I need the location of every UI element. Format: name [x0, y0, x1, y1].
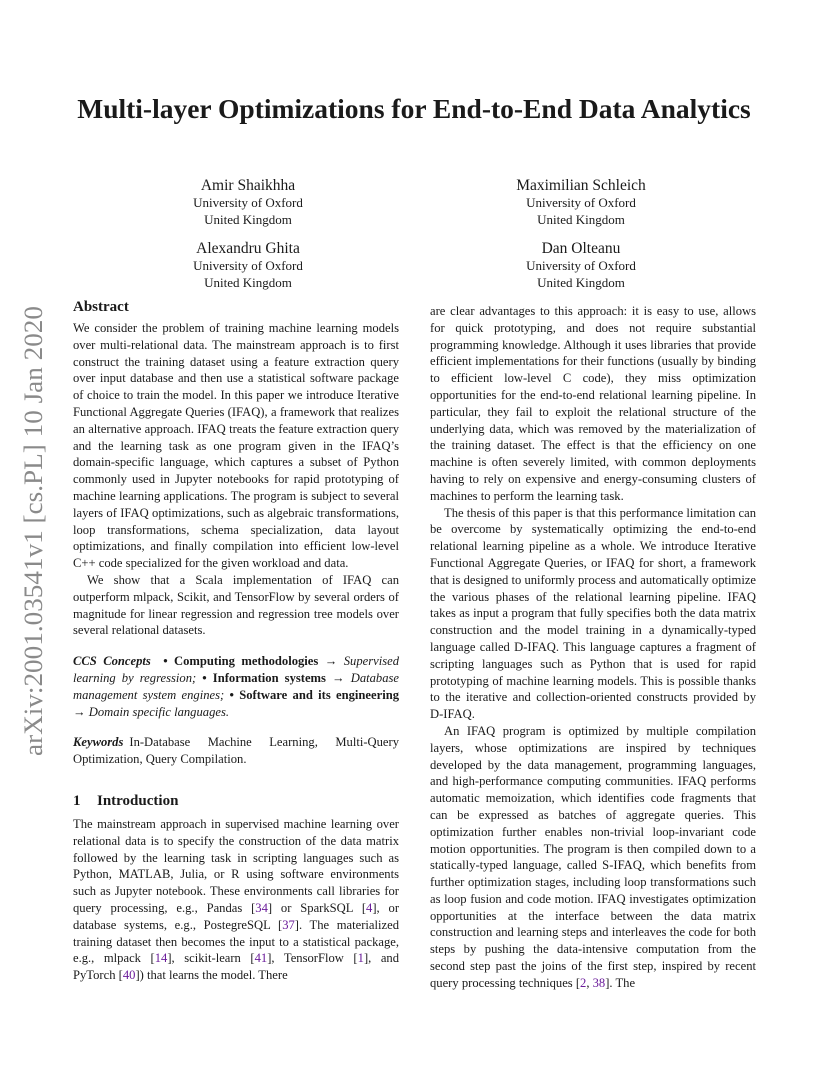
text-run: ], scikit-learn [: [167, 951, 255, 966]
section-number: 1: [73, 792, 81, 809]
citation-link[interactable]: 1: [357, 951, 364, 966]
author-affiliation: University of Oxford: [526, 195, 636, 210]
arxiv-stamp: [2, 304, 54, 758]
abstract-paragraph-1: We consider the problem of training machine learning models over multi-relational data. The mainstream approach is to first construct the training dataset using a feature extraction query over input database and then use a statistical software package of choice to train the model. In this paper we introduce Iterative Functional Aggregate Queries (IFAQ), a framework that realizes an alternative approach. IFAQ treats the feature extraction query and the learning task as one program given in the IFAQ’s domain-specific language, which captures a subset of Python commonly used in Jupyter notebooks for rapid prototyping of machine learning applications. The program is subject to several layers of IFAQ optimizations, such as algebraic transformations, loop transformations, schema specialization, data layout optimizations, and finally compilation into efficient low-level C++ code specialized for the given workload and data.: [73, 321, 399, 571]
text-run: ]) that learns the model. There: [135, 968, 288, 983]
body-paragraph-3: [430, 723, 756, 992]
citation-link[interactable]: 40: [122, 968, 136, 983]
text-run: ]. The: [605, 975, 636, 990]
author-block-2: [451, 176, 711, 228]
author-country: United Kingdom: [204, 274, 292, 290]
author-country: United Kingdom: [537, 211, 625, 227]
citation-link[interactable]: 34: [255, 900, 268, 915]
ccs-term: → Database management system engines;: [73, 670, 400, 702]
keywords: [73, 734, 399, 768]
citation-link[interactable]: 38: [592, 975, 606, 990]
ccs-term: • Information systems: [202, 670, 326, 685]
citation-link[interactable]: 37: [282, 917, 295, 932]
arxiv-stamp-text: arXiv:2001.03541v1 [cs.PL] 10 Jan 2020: [19, 325, 48, 756]
citation-link[interactable]: 4: [366, 900, 373, 915]
ccs-label: CCS Concepts: [73, 654, 151, 669]
arxiv-stamp-svg: [2, 304, 54, 758]
keywords-label: Keywords: [73, 735, 124, 750]
author-affiliation: University of Oxford: [193, 195, 303, 210]
text-run: ]. The materialized training dataset then becomes the input to a statistical package, e.g., mlpack [: [73, 917, 399, 966]
author-block-1: [118, 176, 378, 228]
ccs-term: • Software and its engineering: [229, 687, 399, 702]
author-name: Maximilian Schleich: [516, 177, 646, 194]
keywords-text: In-Database Machine Learning, Multi-Query Optimization, Query Compilation.: [73, 735, 399, 767]
abstract-heading: Abstract: [73, 299, 129, 315]
text-run: An IFAQ program is optimized by multiple compilation layers, whose optimizations are inspired by techniques developed by the data management, programming languages, and high-performance computing communities. IFAQ performs automatic memoization, which identifies code fragments that can be expressed as batches of aggregate queries. This optimization further enables non-trivial loop-invariant code motion opportunities. The program is then compiled down to a statically-typed language, called S-IFAQ, which benefits from further optimization stages, including loop transformations such as loop fusion and code motion. IFAQ investigates optimization opportunities at the interface between the data matrix construction and learning steps and interleaves the code for both steps by pushing the data-intensive computation from the second step past the joins of the first step, inspired by recent query processing techniques [: [430, 723, 756, 990]
left-column: [73, 298, 399, 984]
right-column: [430, 303, 756, 992]
author-affiliation: University of Oxford: [526, 258, 636, 273]
text-run: ], or database systems, e.g., PostegreSQL [: [73, 900, 400, 932]
body-paragraph-2: The thesis of this paper is that this performance limitation can be overcome by systematically optimizing the end-to-end relational learning pipeline as a whole. We introduce Iterative Functional Aggregate Queries, or IFAQ for short, a framework that is designed to uniformly process and automatically optimize the various phases of the relational learning pipeline. IFAQ takes as input a program that fully specifies both the data matrix construction and the model training in a dynamically-typed language called D-IFAQ. This language captures a fragment of scripting languages such as Python that is used for rapid prototyping of machine learning models. This is possible thanks to the iterative and collection-oriented constructs provided by D-IFAQ.: [430, 505, 756, 722]
citation-link[interactable]: 14: [154, 951, 168, 966]
text-run: ], TensorFlow [: [267, 951, 358, 966]
author-country: United Kingdom: [204, 211, 292, 227]
author-name: Alexandru Ghita: [196, 240, 300, 257]
author-name: Dan Olteanu: [541, 240, 621, 257]
ccs-term: • Computing methodologies: [163, 654, 319, 669]
author-affiliation: University of Oxford: [193, 258, 303, 273]
body-paragraph-1: are clear advantages to this approach: it is easy to use, allows for quick prototyping, and does not require substantial programming knowledge. Although it uses libraries that provide efficient implementations for their functions (usually by binding to efficient low-level C code), they miss optimization opportunities for the end-to-end relational learning pipeline. In particular, they fail to exploit the relational structure of the underlying data, which was removed by the materialization of the training dataset. The effect is that the efficiency on one machine is often severely limited, with common deployments having to rely on expensive and energy-consuming clusters of machines to perform the learning task.: [430, 304, 756, 503]
paper-title: Multi-layer Optimizations for End-to-End Data Analytics: [77, 93, 751, 124]
text-run: ], and PyTorch [: [73, 951, 400, 983]
author-block-4: [451, 239, 711, 291]
author-name: Amir Shaikhha: [200, 177, 296, 194]
author-country: United Kingdom: [537, 274, 625, 290]
citation-link[interactable]: 41: [254, 951, 268, 966]
text-run: The mainstream approach in supervised machine learning over relational data is to specify the construction of the data matrix followed by the learning task in scripting languages such as Python, MATLAB, Julia, or R using software environments such as Jupyter notebook. These environments call libraries for query processing, e.g., Pandas [: [73, 816, 399, 915]
ccs-concepts: [73, 653, 399, 720]
section-heading-introduction: [73, 792, 399, 810]
author-block-3: [118, 239, 378, 291]
ccs-term: → Supervised learning by regression;: [73, 654, 399, 685]
text-run: ,: [586, 975, 593, 990]
citation-link[interactable]: 2: [580, 975, 587, 990]
introduction-paragraph-1: [73, 816, 399, 984]
abstract-paragraph-2: We show that a Scala implementation of IFAQ can outperform mlpack, Scikit, and TensorFlow by several orders of magnitude for linear regression and regression tree models over several relational datasets.: [73, 572, 399, 638]
text-run: ] or SparkSQL [: [267, 900, 367, 915]
ccs-term: → Domain specific languages.: [73, 704, 230, 719]
section-title: Introduction: [97, 792, 179, 809]
